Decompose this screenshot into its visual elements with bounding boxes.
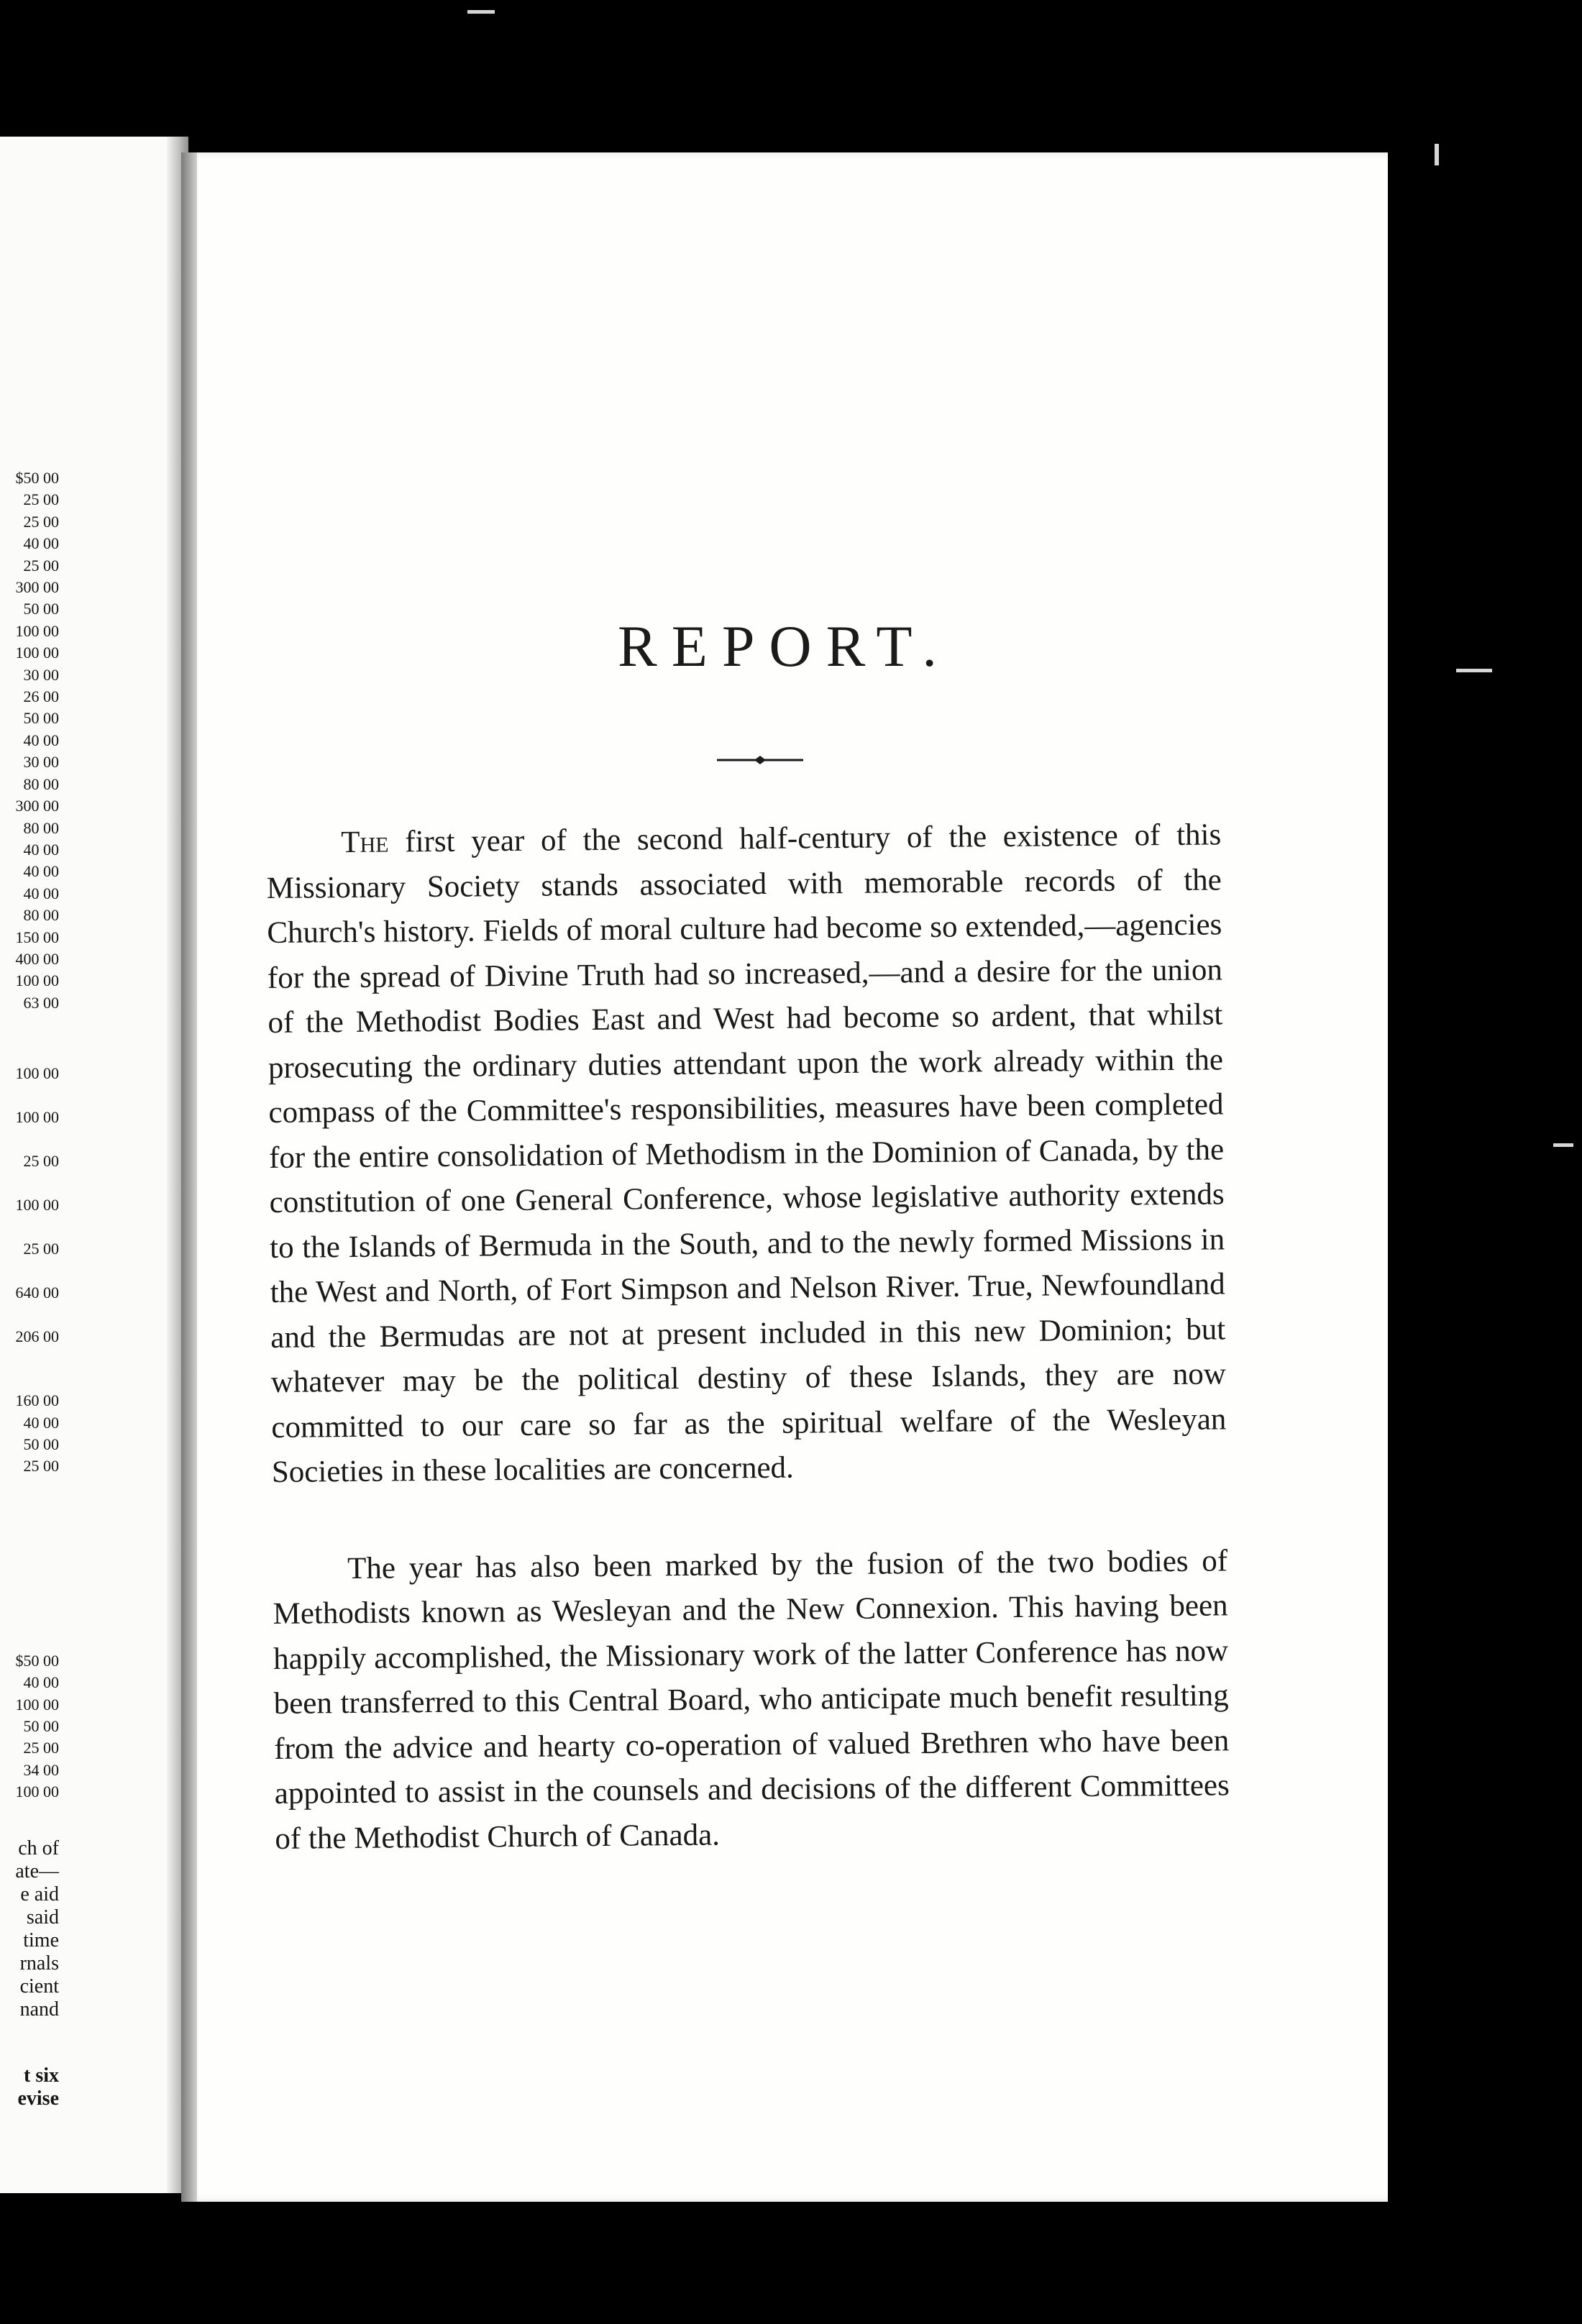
- figure-value: 100 00: [15, 644, 59, 662]
- background-speck: [1435, 144, 1439, 165]
- title-ornament: [717, 753, 803, 767]
- figure-value: 25 00: [23, 1152, 59, 1171]
- figure-value: 40 00: [23, 1673, 59, 1692]
- figures-column: [0, 467, 59, 1803]
- figure-value: 40 00: [23, 731, 59, 749]
- figure-value: 30 00: [23, 753, 59, 772]
- figure-value: $50 00: [15, 469, 59, 487]
- text-fragment: ate—: [15, 1860, 59, 1882]
- text-fragment: e aid: [20, 1883, 59, 1906]
- paragraph-1-text: first year of the second half-century of the existence of this Missionary Society stands associated with memorable records of the Church's history. Fields of moral culture had become so extended,—agencies for the spread of Divine Truth had so increased,—and a desire for the union of the Methodist Bodies East and West had become so ardent, that whilst prosecuting the ordinary duties attendant upon the work already within the compass of the Committee's responsibilities, measures have been completed for the entire consolidation of Methodism in the Dominion of Canada, by the constitution of one General Conference, whose legislative authority extends to the Islands of Bermuda in the South, and to the newly formed Missions in the West and North, of Fort Simpson and Nelson River. True, Newfoundland and the Bermudas are not at present included in this new Dominion; but whatever may be the political destiny of these Islands, they are now committed to our care so far as the spiritual welfare of the Wesleyan Societies in these localities are concerned.: [266, 818, 1227, 1489]
- figure-value: 50 00: [23, 1435, 59, 1453]
- paragraph-1-lead: The: [341, 825, 389, 860]
- page-title: REPORT.: [618, 613, 951, 679]
- figure-value: 100 00: [15, 1196, 59, 1214]
- left-facing-page: [0, 137, 188, 2193]
- figure-value: 40 00: [23, 534, 59, 553]
- figure-value: 50 00: [23, 600, 59, 618]
- figure-value: 50 00: [23, 1717, 59, 1735]
- figure-value: 100 00: [15, 621, 59, 640]
- figure-value: 26 00: [23, 687, 59, 706]
- paragraph-1: [266, 813, 1227, 1495]
- figure-value: 100 00: [15, 1108, 59, 1127]
- figure-value: $50 00: [15, 1651, 59, 1670]
- figure-value: 25 00: [23, 556, 59, 575]
- figure-value: 300 00: [15, 578, 59, 597]
- figure-value: 160 00: [15, 1391, 59, 1410]
- figure-value: 206 00: [15, 1327, 59, 1346]
- text-fragment: rnals: [19, 1952, 59, 1975]
- figure-value: 25 00: [23, 1739, 59, 1757]
- figures-group: [0, 1650, 59, 1803]
- figure-value: 40 00: [23, 884, 59, 902]
- background-speck: [467, 10, 495, 14]
- text-fragment: time: [23, 1929, 59, 1952]
- report-page: [181, 152, 1388, 2202]
- background-speck: [1456, 669, 1492, 672]
- figure-value: 100 00: [15, 1783, 59, 1801]
- figure-value: 150 00: [15, 928, 59, 946]
- figure-value: 25 00: [23, 1240, 59, 1258]
- figure-value: 300 00: [15, 797, 59, 815]
- figure-value: 80 00: [23, 818, 59, 837]
- figure-value: 40 00: [23, 1413, 59, 1432]
- figure-value: 25 00: [23, 1457, 59, 1476]
- text-fragment: evise: [17, 2087, 59, 2110]
- figures-group: [0, 1051, 59, 1358]
- report-body: [266, 813, 1230, 1862]
- text-fragments-column: [0, 1837, 59, 2110]
- figure-value: 25 00: [23, 490, 59, 509]
- figure-value: 400 00: [15, 949, 59, 968]
- background-speck: [1553, 1143, 1573, 1147]
- figure-value: 80 00: [23, 774, 59, 793]
- figures-group: [0, 1390, 59, 1478]
- figure-value: 100 00: [15, 971, 59, 990]
- text-fragment: nand: [19, 1998, 59, 2021]
- text-fragment: t six: [24, 2064, 59, 2087]
- figure-value: 34 00: [23, 1760, 59, 1779]
- figure-value: 40 00: [23, 840, 59, 859]
- figure-value: 63 00: [23, 993, 59, 1012]
- figure-value: 25 00: [23, 512, 59, 531]
- paragraph-2: The year has also been marked by the fusion of the two bodies of Methodists known as Wesleyan and the New Connexion. This having been happily accomplished, the Missionary work of the latter Conference has now been transferred to this Central Board, who anticipate much benefit resulting from the advice and hearty co-operation of valued Brethren who have been appointed to assist in the counsels and decisions of the different Committees of the Methodist Church of Canada.: [273, 1543, 1230, 1856]
- figure-value: 40 00: [23, 862, 59, 881]
- figure-value: 100 00: [15, 1064, 59, 1083]
- text-fragment: ch of: [18, 1837, 59, 1859]
- text-fragment: cient: [19, 1975, 59, 1998]
- page-binding-edge: [181, 152, 197, 2202]
- figures-group: [0, 467, 59, 1014]
- figure-value: 50 00: [23, 709, 59, 728]
- figure-value: 30 00: [23, 665, 59, 684]
- text-fragment: said: [26, 1906, 59, 1929]
- figure-value: 100 00: [15, 1695, 59, 1714]
- figure-value: 640 00: [15, 1284, 59, 1302]
- figure-value: 80 00: [23, 906, 59, 925]
